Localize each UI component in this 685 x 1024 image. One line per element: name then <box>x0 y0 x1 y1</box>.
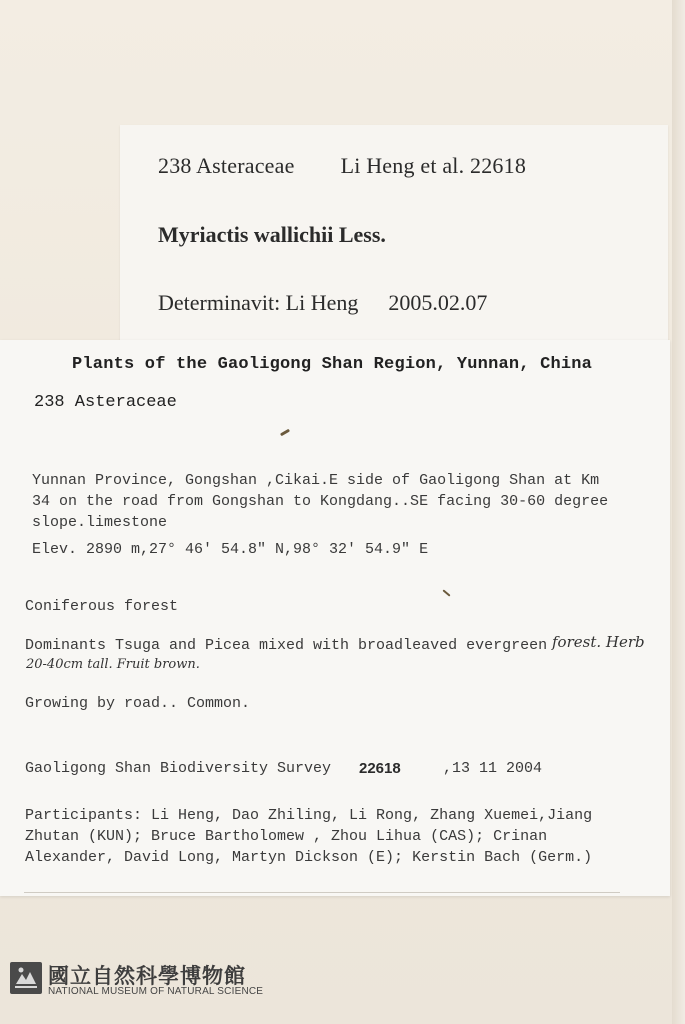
museum-logo <box>10 960 270 1000</box>
handwritten-note-2: 20-40cm tall. Fruit brown. <box>26 657 200 672</box>
label-divider <box>24 892 620 893</box>
sheet-edge <box>672 0 685 1024</box>
determiner-line <box>158 290 487 316</box>
determination-date: 2005.02.07 <box>388 290 488 315</box>
museum-english-name: NATIONAL MUSEUM OF NATURAL SCIENCE <box>48 986 264 997</box>
determination-header <box>158 153 526 179</box>
survey-name: Gaoligong Shan Biodiversity Survey <box>25 760 332 777</box>
label-family: 238 Asteraceae <box>34 393 177 412</box>
determination-collector: Li Heng et al. 22618 <box>340 153 527 178</box>
locality-text: Yunnan Province, Gongshan ,Cikai.E side of Gaoligong Shan at Km 34 on the road from Gongshan to Kongdang..SE facing 30-60 degree slope.limestone <box>32 472 609 531</box>
dominants-text: Dominants Tsuga and Picea mixed with broadleaved evergreen <box>25 637 548 654</box>
collection-label <box>0 340 670 896</box>
taxon-name: Myriactis wallichii Less. <box>158 222 386 247</box>
participants-text: Participants: Li Heng, Dao Zhiling, Li Rong, Zhang Xuemei,Jiang Zhutan (KUN); Bruce Bartholomew , Zhou Lihua (CAS); Crinan Alexander, David Long, Martyn Dickson (E); Kerstin Bach (Germ.) <box>25 807 593 866</box>
growing-text: Growing by road.. Common. <box>25 695 251 712</box>
elevation-text: Elev. 2890 m,27° 46′ 54.8″ N,98° 32′ 54.9″ E <box>32 541 429 558</box>
handwritten-note-1: forest. Herb <box>552 633 645 651</box>
determiner: Determinavit: Li Heng <box>158 290 359 315</box>
museum-logo-icon <box>10 962 42 994</box>
museum-chinese-name: 國立自然科學博物館 <box>48 964 246 988</box>
label-title: Plants of the Gaoligong Shan Region, Yunnan, China <box>72 355 593 374</box>
determination-family: 238 Asteraceae <box>158 153 295 178</box>
habitat-text: Coniferous forest <box>25 598 179 615</box>
determination-label <box>120 125 668 343</box>
survey-date: ,13 11 2004 <box>443 760 543 777</box>
survey-number: 22618 <box>359 760 401 777</box>
